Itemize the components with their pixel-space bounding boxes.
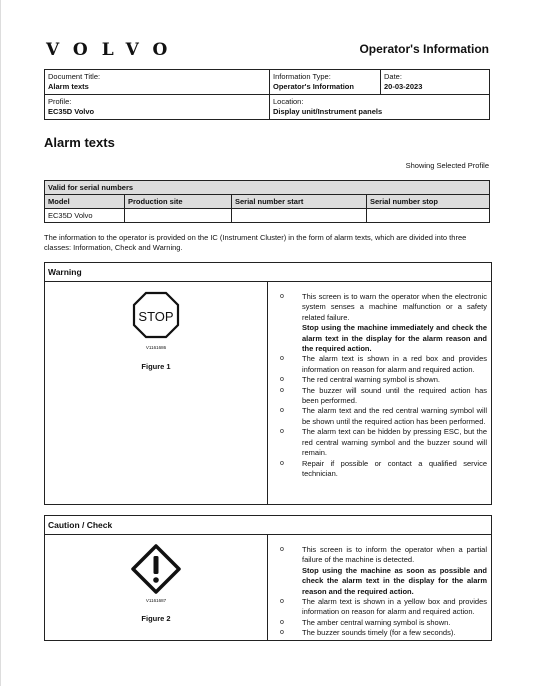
stop-icon <box>45 291 267 344</box>
serial-header-production-site: Production site <box>125 195 232 209</box>
meta-label: Location: <box>273 97 304 106</box>
bullet: o <box>280 407 284 415</box>
bullet: o <box>280 293 284 300</box>
caution-item-list <box>276 545 487 639</box>
showing-profile-label: Showing Selected Profile <box>405 161 489 170</box>
page-title: Alarm texts <box>44 135 115 150</box>
meta-information-type-cell <box>270 70 381 95</box>
bullet: o <box>280 386 284 394</box>
serial-header-start: Serial number start <box>232 195 367 209</box>
list-item: o This screen is to warn the operator when the electronic system senses a machine malfunction or a safety related failure. Stop using the machine immediately and check the alarm text in the display for the alarm reason and the required action. <box>280 292 487 354</box>
meta-label: Date: <box>384 72 402 81</box>
bullet: o <box>280 546 284 553</box>
caution-section <box>44 515 492 641</box>
serial-header-model: Model <box>45 195 125 209</box>
column-divider <box>267 535 268 640</box>
warning-body <box>45 282 491 504</box>
meta-profile: EC35D Volvo <box>48 107 95 116</box>
meta-document-title-cell <box>45 70 270 95</box>
serial-number-table <box>44 180 490 223</box>
figure-caption: Figure 1 <box>141 362 171 371</box>
meta-date: 20-03-2023 <box>384 82 423 91</box>
list-item: o The amber central warning symbol is shown. <box>280 617 451 627</box>
list-item: o The red central warning symbol is shown. <box>280 375 440 385</box>
meta-label: Information Type: <box>273 72 331 81</box>
figure-image-code: V1161687 <box>145 598 167 603</box>
document-meta-table <box>44 69 490 120</box>
list-item: o The alarm text can be hidden by pressing ESC, but the red central warning symbol and the buzzer sound will remain. <box>280 427 487 458</box>
bullet: o <box>280 598 284 606</box>
page-edge <box>0 0 1 686</box>
serial-cell-start <box>232 209 367 223</box>
bullet: o <box>280 629 284 637</box>
column-divider <box>267 282 268 504</box>
caution-heading: Caution / Check <box>45 516 491 535</box>
list-item: o The buzzer sounds timely (for a few seconds). <box>280 628 456 638</box>
meta-location: Display unit/Instrument panels <box>273 107 383 116</box>
meta-document-title: Alarm texts <box>48 82 89 91</box>
serial-header-stop: Serial number stop <box>367 195 490 209</box>
bullet: o <box>280 355 284 363</box>
serial-table-caption: Valid for serial numbers <box>45 181 490 195</box>
meta-profile-cell <box>45 95 270 120</box>
bullet: o <box>280 618 284 626</box>
document-heading: Operator's Information <box>359 42 489 56</box>
list-item: o The alarm text is shown in a yellow box and provides information on reason for alarm and required action. <box>280 597 487 617</box>
figure-caption: Figure 2 <box>141 614 171 623</box>
list-item: o The buzzer will sound until the required action has been performed. <box>280 385 487 406</box>
list-item: o This screen is to inform the operator when a partial failure of the machine is detected. Stop using the machine as soon as possible and check the alarm text in the display for the alarm reason and the required action. <box>280 545 487 596</box>
intro-paragraph: The information to the operator is provided on the IC (Instrument Cluster) in the form of alarm texts, which are divided into three classes: Information, Check and Warning. <box>44 233 467 252</box>
bullet: o <box>280 428 284 436</box>
meta-information-type: Operator's Information <box>273 82 354 91</box>
list-item: o The alarm text and the red central warning symbol will be shown until the required action has been performed. <box>280 406 487 426</box>
volvo-logo: VOLVO <box>46 40 182 60</box>
serial-cell-production-site <box>125 209 232 223</box>
caution-body <box>45 535 491 640</box>
meta-location-cell <box>270 95 490 120</box>
warning-section <box>44 262 492 505</box>
caution-exclamation-icon <box>45 544 267 599</box>
figure-image-code: V1161686 <box>145 345 167 350</box>
list-item: o The alarm text is shown in a red box and provides information on reason for alarm and required action. <box>280 354 487 374</box>
serial-cell-model: EC35D Volvo <box>45 209 125 223</box>
meta-label: Profile: <box>48 97 72 106</box>
warning-item-list <box>276 292 487 479</box>
bullet: o <box>280 376 284 384</box>
bullet: o <box>280 459 284 467</box>
serial-cell-stop <box>367 209 490 223</box>
meta-label: Document Title: <box>48 72 101 81</box>
list-item: o Repair if possible or contact a qualified service technician. <box>280 458 487 478</box>
warning-heading: Warning <box>45 263 491 282</box>
meta-date-cell <box>381 70 490 95</box>
stop-icon-text: STOP <box>138 309 174 324</box>
